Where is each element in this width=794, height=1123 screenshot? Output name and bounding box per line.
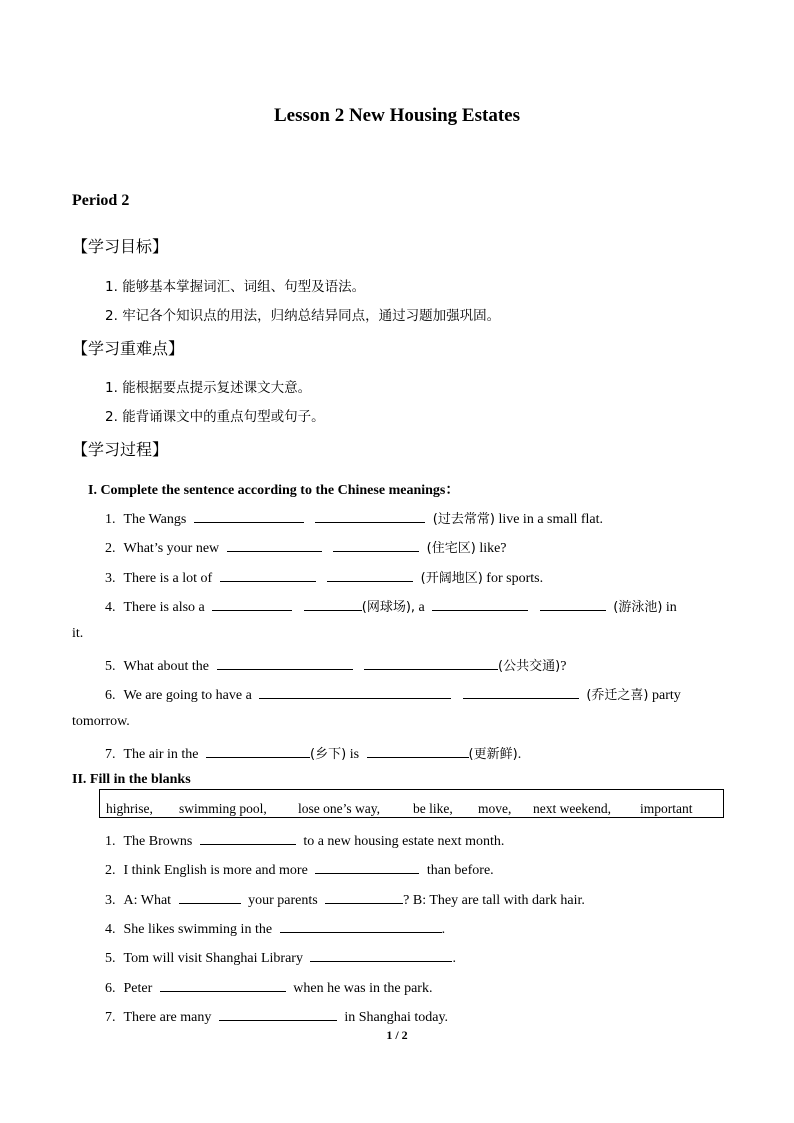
answer-blank[interactable] <box>160 980 286 992</box>
word-bank-item: swimming pool, <box>179 801 267 816</box>
word-bank-item: important <box>640 801 693 816</box>
answer-blank[interactable] <box>325 892 403 904</box>
word-bank-item: highrise, <box>106 801 153 816</box>
answer-blank[interactable] <box>364 658 498 670</box>
answer-blank[interactable] <box>367 746 469 758</box>
word-bank-item: be like, <box>413 801 453 816</box>
part2-question-6: 6. Peter when he was in the park. <box>105 981 433 996</box>
section-process: 【学习过程】 <box>72 440 169 459</box>
word-bank-item: move, <box>478 801 512 816</box>
part2-heading: II. Fill in the blanks <box>72 772 191 787</box>
part1-question-4-continued: it. <box>72 626 84 641</box>
section-goals: 【学习目标】 <box>72 237 169 256</box>
answer-blank[interactable] <box>217 658 353 670</box>
part1-question-6: 6. We are going to have a (乔迁之喜) party <box>105 688 681 703</box>
word-bank-item: next weekend, <box>533 801 611 816</box>
part2-question-2: 2. I think English is more and more than before. <box>105 863 494 878</box>
answer-blank[interactable] <box>304 599 362 611</box>
period-label: Period 2 <box>72 192 130 209</box>
answer-blank[interactable] <box>280 921 442 933</box>
answer-blank[interactable] <box>220 570 316 582</box>
part1-question-2: 2. What’s your new (住宅区) like? <box>105 541 507 556</box>
answer-blank[interactable] <box>310 950 452 962</box>
part2-question-4: 4. She likes swimming in the . <box>105 922 446 937</box>
key-point-item: 1. 能根据要点提示复述课文大意。 <box>105 380 312 396</box>
answer-blank[interactable] <box>540 599 606 611</box>
page-number: 1 / 2 <box>386 1028 408 1042</box>
answer-blank[interactable] <box>333 540 419 552</box>
answer-blank[interactable] <box>200 833 296 845</box>
part1-question-3: 3. There is a lot of (开阔地区) for sports. <box>105 571 544 586</box>
answer-blank[interactable] <box>315 511 425 523</box>
part1-question-6-continued: tomorrow. <box>72 714 130 729</box>
section-key-points: 【学习重难点】 <box>72 339 185 358</box>
part2-question-1: 1. The Browns to a new housing estate next month. <box>105 834 505 849</box>
answer-blank[interactable] <box>227 540 322 552</box>
part1-question-1: 1. The Wangs (过去常常) live in a small flat. <box>105 512 604 527</box>
goal-item: 2. 牢记各个知识点的用法，归纳总结异同点，通过习题加强巩固。 <box>105 308 501 324</box>
part2-question-3: 3. A: What your parents ? B: They are tall with dark hair. <box>105 893 585 908</box>
part1-question-7: 7. The air in the (乡下) is (更新鲜). <box>105 747 522 762</box>
answer-blank[interactable] <box>212 599 292 611</box>
word-bank-item: lose one’s way, <box>298 801 380 816</box>
answer-blank[interactable] <box>194 511 304 523</box>
part1-heading: I. Complete the sentence according to the Chinese meanings： <box>88 483 460 498</box>
answer-blank[interactable] <box>327 570 413 582</box>
goal-item: 1. 能够基本掌握词汇、词组、句型及语法。 <box>105 279 366 295</box>
key-point-item: 2. 能背诵课文中的重点句型或句子。 <box>105 409 325 425</box>
answer-blank[interactable] <box>259 687 451 699</box>
answer-blank[interactable] <box>315 862 419 874</box>
answer-blank[interactable] <box>206 746 310 758</box>
part1-question-5: 5. What about the (公共交通)? <box>105 659 567 674</box>
answer-blank[interactable] <box>179 892 241 904</box>
answer-blank[interactable] <box>432 599 528 611</box>
lesson-title: Lesson 2 New Housing Estates <box>274 105 520 126</box>
part2-question-5: 5. Tom will visit Shanghai Library . <box>105 951 456 966</box>
part1-question-4: 4. There is also a (网球场), a (游泳池) in <box>105 600 677 615</box>
answer-blank[interactable] <box>219 1009 337 1021</box>
answer-blank[interactable] <box>463 687 579 699</box>
part2-question-7: 7. There are many in Shanghai today. <box>105 1010 449 1025</box>
word-bank-box <box>99 789 724 818</box>
